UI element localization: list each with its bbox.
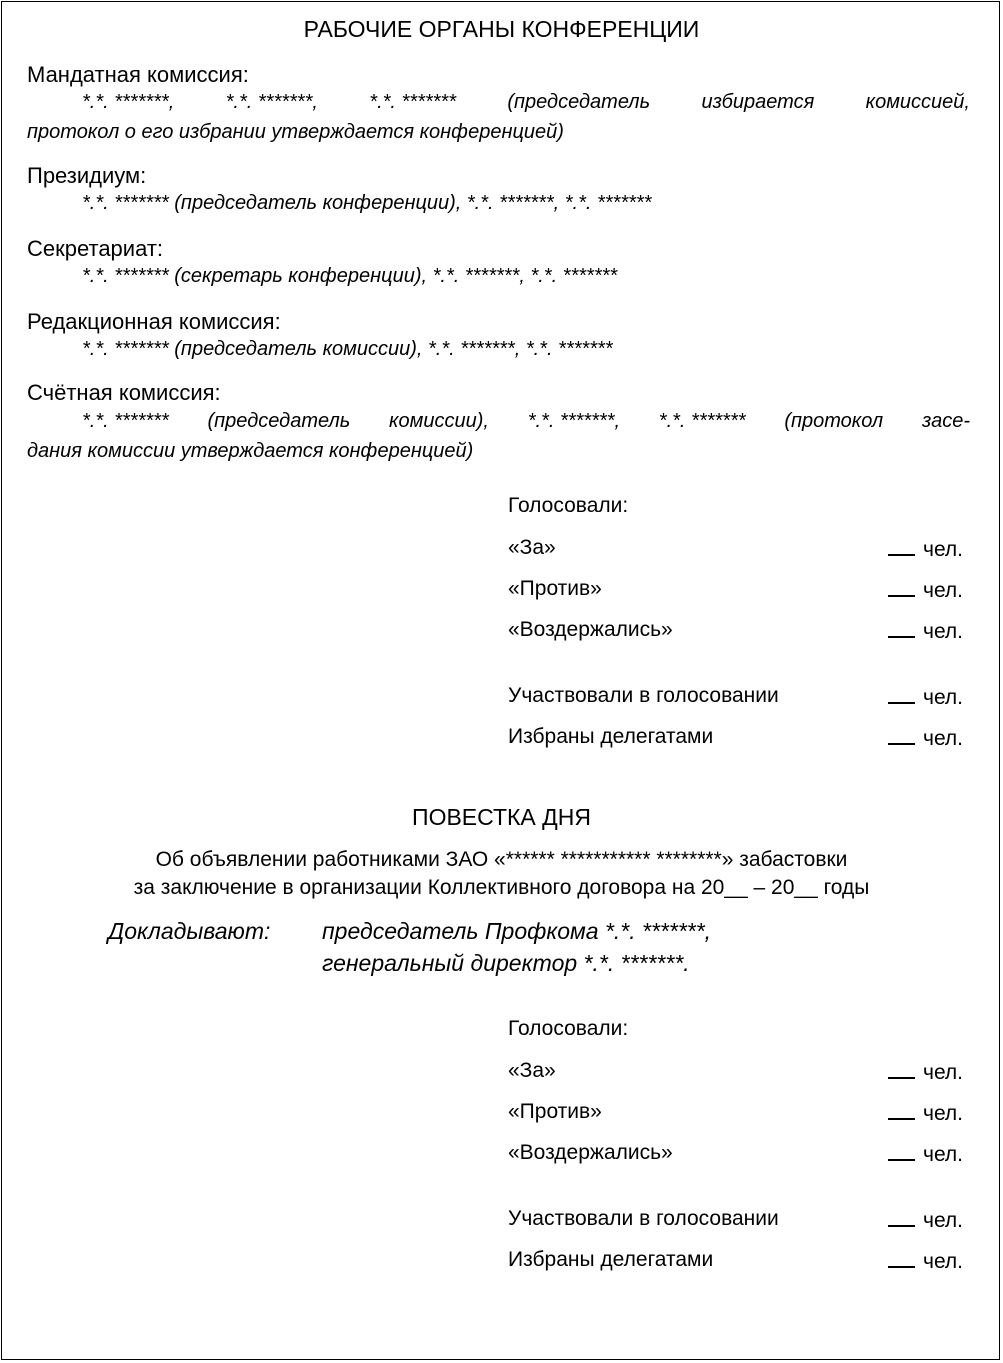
vote-against-count	[888, 1100, 963, 1126]
section-heading-secretariat: Секретариат:	[27, 236, 164, 261]
editorial-members-line: *.*. ******* (председатель комиссии), *.*. *******, *.*. *******	[82, 338, 613, 360]
vote-elected-label: Избраны делегатами	[508, 1248, 714, 1271]
secretariat-members-line: *.*. ******* (секретарь конференции), *.*. *******, *.*. *******	[82, 265, 618, 287]
vote-for-count	[888, 1059, 963, 1085]
agenda-line-2: за заключение в организации Коллективного договора на 20__ – 20__ годы	[133, 876, 870, 899]
voting-header: Голосовали:	[508, 494, 629, 517]
blank-line	[888, 1248, 915, 1268]
word: (протокол	[784, 410, 884, 432]
vote-abstain-count	[888, 618, 963, 644]
blank-line	[888, 725, 915, 745]
vote-participated-label: Участвовали в голосовании	[508, 1207, 779, 1230]
word: комиссии),	[389, 410, 489, 432]
word: засе-	[922, 410, 970, 432]
vote-abstain-label: «Воздержались»	[508, 618, 673, 641]
unit: чел.	[923, 579, 964, 602]
word: *.*. *******	[82, 410, 169, 432]
unit: чел.	[923, 1102, 964, 1125]
counting-note-line: дания комиссии утверждается конференцией)	[27, 440, 474, 462]
blank-line	[888, 684, 915, 704]
document-page	[1, 1, 1000, 1360]
vote-elected-count	[888, 725, 963, 751]
vote-for-label: «За»	[508, 1059, 556, 1082]
section-heading-editorial: Редакционная комиссия:	[27, 309, 281, 334]
vote-participated-count	[888, 1207, 963, 1233]
blank-line	[888, 1207, 915, 1227]
blank-line	[888, 1141, 915, 1161]
word: комиссией,	[865, 91, 970, 113]
agenda-title: ПОВЕСТКА ДНЯ	[412, 804, 591, 830]
word: *.*. *******,	[527, 410, 620, 432]
blank-line	[888, 1059, 915, 1079]
section-heading-counting: Счётная комиссия:	[27, 380, 221, 405]
section-heading-mandate: Мандатная комиссия:	[27, 62, 249, 87]
word: (председатель	[507, 91, 651, 113]
word: (председатель	[207, 410, 351, 432]
unit: чел.	[923, 1061, 964, 1084]
unit: чел.	[923, 1143, 964, 1166]
vote-abstain-label: «Воздержались»	[508, 1141, 673, 1164]
word: *.*. *******	[658, 410, 746, 432]
vote-for-count	[888, 536, 963, 562]
vote-elected-count	[888, 1248, 963, 1274]
vote-against-count	[888, 577, 963, 603]
agenda-line-1: Об объявлении работниками ЗАО «****** *********** ********» забастовки	[155, 848, 848, 871]
unit: чел.	[923, 620, 964, 643]
blank-line	[888, 1100, 915, 1120]
vote-participated-count	[888, 684, 963, 710]
reporter-1: председатель Профкома *.*. *******,	[322, 918, 712, 944]
unit: чел.	[923, 727, 964, 750]
word: избирается	[701, 91, 815, 113]
mandate-note-line: протокол о его избрании утверждается конференцией)	[27, 121, 564, 143]
counting-members-line	[82, 410, 970, 433]
vote-elected-label: Избраны делегатами	[508, 725, 714, 748]
section-heading-presidium: Президиум:	[27, 163, 147, 188]
word: *.*. *******,	[82, 91, 175, 113]
unit: чел.	[923, 1209, 964, 1232]
voting-header: Голосовали:	[508, 1017, 629, 1040]
blank-line	[888, 536, 915, 556]
presidium-members-line: *.*. ******* (председатель конференции), *.*. *******, *.*. *******	[82, 192, 652, 214]
unit: чел.	[923, 538, 964, 561]
page-title: РАБОЧИЕ ОРГАНЫ КОНФЕРЕНЦИИ	[303, 16, 700, 42]
reporter-2: генеральный директор *.*. *******.	[322, 950, 690, 976]
blank-line	[888, 618, 915, 638]
blank-line	[888, 577, 915, 597]
reporters-label: Докладывают:	[108, 918, 271, 944]
vote-against-label: «Против»	[508, 1100, 602, 1123]
word: *.*. *******,	[225, 91, 318, 113]
unit: чел.	[923, 1250, 964, 1273]
unit: чел.	[923, 686, 964, 709]
vote-abstain-count	[888, 1141, 963, 1167]
vote-against-label: «Против»	[508, 577, 602, 600]
mandate-members-line	[82, 91, 970, 114]
word: *.*. *******	[369, 91, 456, 113]
vote-for-label: «За»	[508, 536, 556, 559]
vote-participated-label: Участвовали в голосовании	[508, 684, 779, 707]
